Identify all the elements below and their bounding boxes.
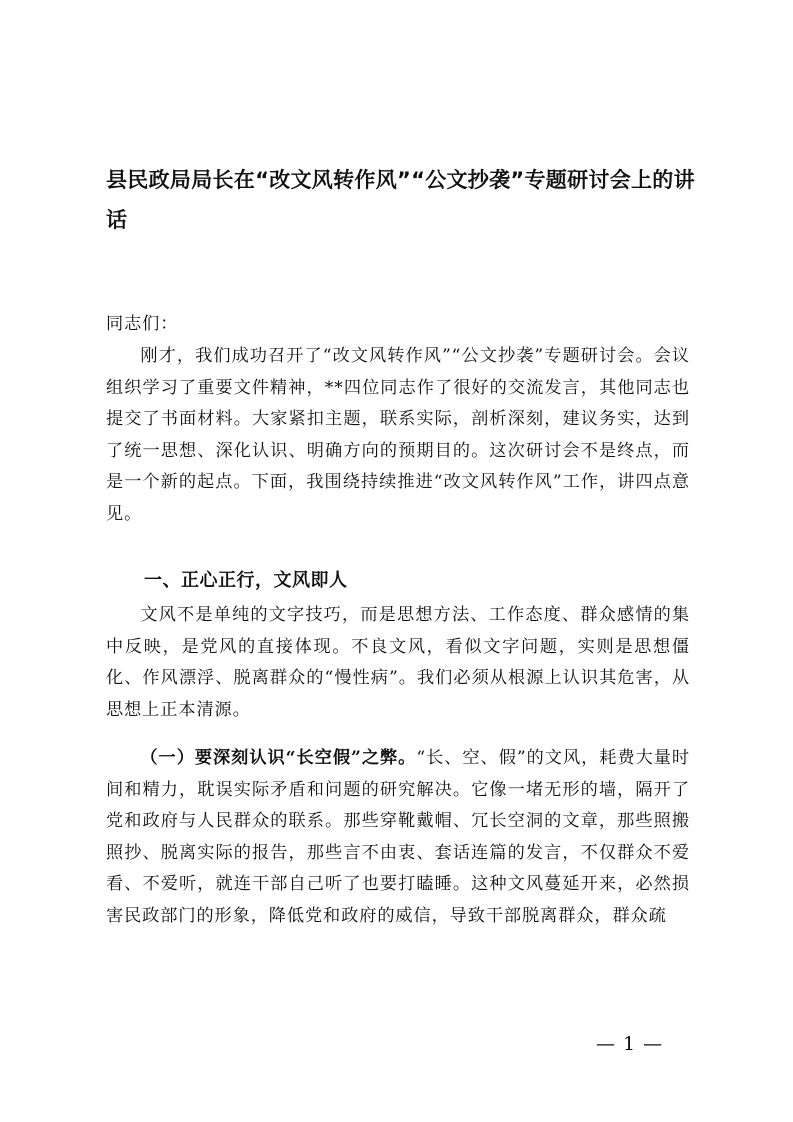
salutation: 同志们： xyxy=(106,314,179,334)
subsection-heading-1: （一）要深刻认识“长空假”之弊。 xyxy=(140,748,417,768)
paragraph-subsection-1 xyxy=(106,743,690,932)
paragraph-opening: 刚才，我们成功召开了“改文风转作风”“公文抄袭”专题研讨会。会议组织学习了重要文件精神，**四位同志作了很好的交流发言，其他同志也提交了书面材料。大家紧扣主题，联系实际，剖析深刻，建议务实，达到了统一思想、深化认识、明确方向的预期目的。这次研讨会不是终点，而是一个新的起点。下面，我围绕持续推进“改文风转作风”工作，讲四点意见。 xyxy=(106,346,690,524)
section-heading-1: 一、正心正行，文风即人 xyxy=(144,570,348,591)
document-title: 县民政局局长在“改文风转作风”“公文抄袭”专题研讨会上的讲话 xyxy=(106,168,695,232)
subsection-body-1: “长、空、假”的文风，耗费大量时间和精力，耽误实际矛盾和问题的研究解决。它像一堵无形的墙，隔开了党和政府与人民群众的联系。那些穿靴戴帽、冗长空洞的文章，那些照搬照抄、脱离实际的报告，那些言不由衷、套话连篇的发言，不仅群众不爱看、不爱听，就连干部自己听了也要打瞌睡。这种文风蔓延开来，必然损害民政部门的形象，降低党和政府的威信，导致干部脱离群众，群众疏 xyxy=(106,748,690,926)
paragraph-section-1: 文风不是单纯的文字技巧，而是思想方法、工作态度、群众感情的集中反映，是党风的直接体现。不良文风，看似文字问题，实则是思想僵化、作风漂浮、脱离群众的“慢性病”。我们必须从根源上认识其危害，从思想上正本清源。 xyxy=(106,605,690,720)
page-number: — 1 — xyxy=(596,1033,664,1055)
